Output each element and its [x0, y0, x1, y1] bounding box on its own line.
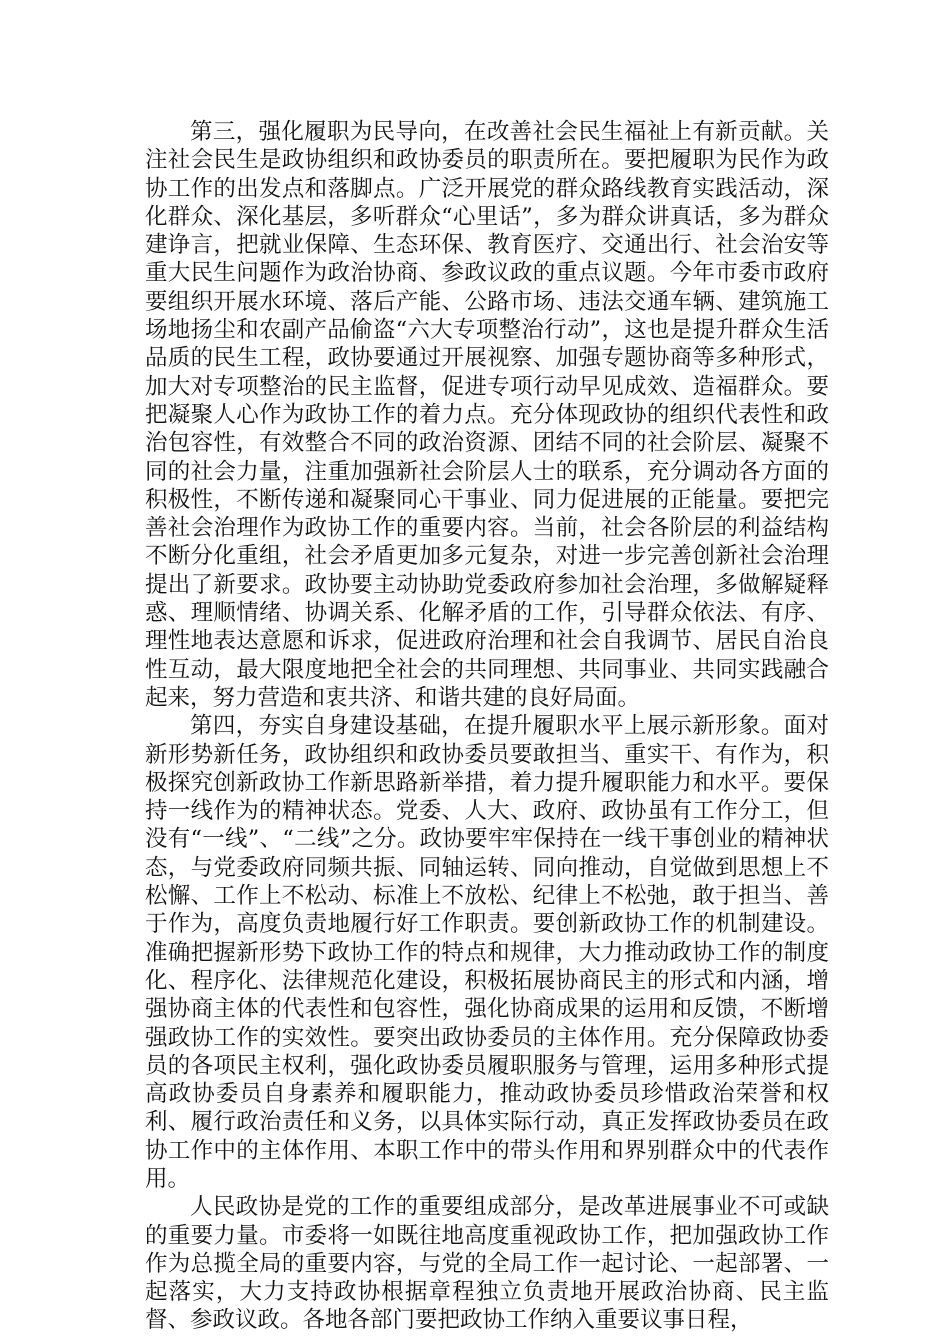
- paragraph-cppcc-importance: 人民政协是党的工作的重要组成部分，是改革进展事业不可或缺的重要力量。市委将一如既往地高度重视政协工作，把加强政协工作作为总揽全局的重要内容，与党的全局工作一起讨论、一起部署、一起落实，大力支持政协根据章程独立负责地开展政治协商、民主监督、参政议政。各地各部门要把政协工作纳入重要议事日程，: [145, 1194, 829, 1334]
- paragraph-third-point: 第三，强化履职为民导向，在改善社会民生福祉上有新贡献。关注社会民生是政协组织和政协委员的职责所在。要把履职为民作为政协工作的出发点和落脚点。广泛开展党的群众路线教育实践活动，深化群众、深化基层，多听群众“心里话”，多为群众讲真话，多为群众建诤言，把就业保障、生态环保、教育医疗、交通出行、社会治安等重大民生问题作为政治协商、参政议政的重点议题。今年市委市政府要组织开展水环境、落后产能、公路市场、违法交通车辆、建筑施工场地扬尘和农副产品偷盗“六大专项整治行动”，这也是提升群众生活品质的民生工程，政协要通过开展视察、加强专题协商等多种形式，加大对专项整治的民主监督，促进专项行动早见成效、造福群众。要把凝聚人心作为政协工作的着力点。充分体现政协的组织代表性和政治包容性，有效整合不同的政治资源、团结不同的社会阶层、凝聚不同的社会力量，注重加强新社会阶层人士的联系，充分调动各方面的积极性，不断传递和凝聚同心干事业、同力促进展的正能量。要把完善社会治理作为政协工作的重要内容。当前，社会各阶层的利益结构不断分化重组，社会矛盾更加多元复杂，对进一步完善创新社会治理提出了新要求。政协要主动协助党委政府参加社会治理，多做解疑释惑、理顺情绪、协调关系、化解矛盾的工作，引导群众依法、有序、理性地表达意愿和诉求，促进政府治理和社会自我调节、居民自治良性互动，最大限度地把全社会的共同理想、共同事业、共同实践融合起来，努力营造和衷共济、和谐共建的良好局面。: [145, 119, 829, 711]
- paragraph-fourth-point: 第四，夯实自身建设基础，在提升履职水平上展示新形象。面对新形势新任务，政协组织和政协委员要敢担当、重实干、有作为，积极探究创新政协工作新思路新举措，着力提升履职能力和水平。要保持一线作为的精神状态。党委、人大、政府、政协虽有工作分工，但没有“一线”、“二线”之分。政协要牢牢保持在一线干事创业的精神状态，与党委政府同频共振、同轴运转、同向推动，自觉做到思想上不松懈、工作上不松动、标准上不放松、纪律上不松弛，敢于担当、善于作为，高度负责地履行好工作职责。要创新政协工作的机制建设。准确把握新形势下政协工作的特点和规律，大力推动政协工作的制度化、程序化、法律规范化建设，积极拓展协商民主的形式和内涵，增强协商主体的代表性和包容性，强化协商成果的运用和反馈，不断增强政协工作的实效性。要突出政协委员的主体作用。充分保障政协委员的各项民主权利，强化政协委员履职服务与管理，运用多种形式提高政协委员自身素养和履职能力，推动政协委员珍惜政治荣誉和权利、履行政治责任和义务，以具体实际行动，真正发挥政协委员在政协工作中的主体作用、本职工作中的带头作用和界别群众中的代表作用。: [145, 713, 829, 1192]
- document-body: [145, 118, 829, 1335]
